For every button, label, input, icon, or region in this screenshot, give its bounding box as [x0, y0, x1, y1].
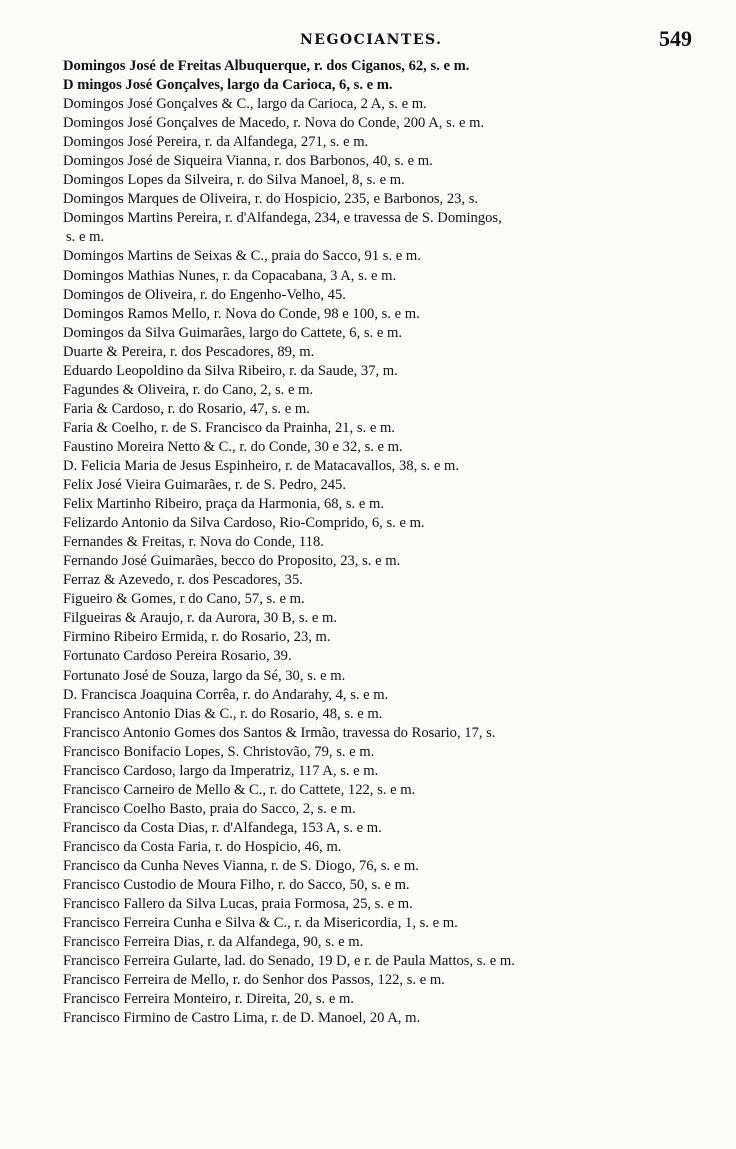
directory-entry: Domingos Lopes da Silveira, r. do Silva Manoel, 8, s. e m. — [63, 172, 405, 189]
directory-entry: Fortunato Cardoso Pereira Rosario, 39. — [63, 648, 292, 665]
directory-entry: Duarte & Pereira, r. dos Pescadores, 89, m. — [63, 343, 315, 360]
directory-entry: Faria & Cardoso, r. do Rosario, 47, s. e m. — [63, 400, 310, 417]
directory-entry: Francisco Ferreira Gularte, lad. do Senado, 19 D, e r. de Paula Mattos, s. e m. — [63, 953, 515, 970]
directory-entry: Domingos José Pereira, r. da Alfandega, 271, s. e m. — [63, 134, 369, 151]
directory-entry: Fagundes & Oliveira, r. do Cano, 2, s. e m. — [63, 381, 314, 398]
directory-entry: Domingos de Oliveira, r. do Engenho-Velho, 45. — [63, 286, 346, 303]
page-header — [60, 24, 700, 58]
directory-entry: Francisco Firmino de Castro Lima, r. de D. Manoel, 20 A, m. — [63, 1010, 421, 1027]
directory-entry: Firmino Ribeiro Ermida, r. do Rosario, 23, m. — [63, 629, 331, 646]
directory-entry: Domingos Martins de Seixas & C., praia do Sacco, 91 s. e m. — [63, 248, 421, 265]
directory-entry: Figueiro & Gomes, r do Cano, 57, s. e m. — [63, 591, 305, 608]
directory-entry: Francisco Coelho Basto, praia do Sacco, 2, s. e m. — [63, 800, 356, 817]
directory-entry: D mingos José Gonçalves, largo da Carioca, 6, s. e m. — [63, 77, 393, 94]
directory-entry: Domingos Marques de Oliveira, r. do Hospicio, 235, e Barbonos, 23, s. — [63, 191, 479, 208]
directory-entry: Fernandes & Freitas, r. Nova do Conde, 118. — [63, 534, 324, 551]
directory-entry: Francisco Carneiro de Mello & C., r. do Cattete, 122, s. e m. — [63, 781, 416, 798]
directory-entry: Felix Martinho Ribeiro, praça da Harmonia, 68, s. e m. — [63, 496, 384, 513]
directory-entry: Fernando José Guimarães, becco do Proposito, 23, s. e m. — [63, 553, 401, 570]
directory-entry: Francisco Fallero da Silva Lucas, praia Formosa, 25, s. e m. — [63, 896, 413, 913]
directory-entry: Faria & Coelho, r. de S. Francisco da Prainha, 21, s. e m. — [63, 419, 395, 436]
directory-entry: Domingos Martins Pereira, r. d'Alfandega, 234, e travessa de S. Domingos, — [63, 210, 502, 227]
directory-entry: Domingos José Gonçalves de Macedo, r. Nova do Conde, 200 A, s. e m. — [63, 115, 485, 132]
directory-entry: Francisco Ferreira Dias, r. da Alfandega, 90, s. e m. — [63, 934, 364, 951]
directory-entry: Francisco Ferreira Cunha e Silva & C., r. da Misericordia, 1, s. e m. — [63, 915, 458, 932]
directory-entry: Francisco Antonio Gomes dos Santos & Irmão, travessa do Rosario, 17, s. — [63, 724, 496, 741]
directory-entry: Ferraz & Azevedo, r. dos Pescadores, 35. — [63, 572, 303, 589]
directory-entry: Eduardo Leopoldino da Silva Ribeiro, r. da Saude, 37, m. — [63, 362, 398, 379]
directory-entry: Felix José Vieira Guimarães, r. de S. Pedro, 245. — [63, 477, 346, 494]
directory-entry: Francisco da Cunha Neves Vianna, r. de S. Diogo, 76, s. e m. — [63, 857, 419, 874]
directory-entry: Filgueiras & Araujo, r. da Aurora, 30 B, s. e m. — [63, 610, 338, 627]
directory-entry: s. e m. — [66, 229, 105, 246]
directory-entry: Francisco da Costa Faria, r. do Hospicio, 46, m. — [63, 838, 342, 855]
directory-entry: D. Felicia Maria de Jesus Espinheiro, r. de Matacavallos, 38, s. e m. — [63, 457, 459, 474]
directory-entry: D. Francisca Joaquina Corrêa, r. do Andarahy, 4, s. e m. — [63, 686, 389, 703]
directory-list — [63, 57, 703, 1028]
directory-entry: Domingos da Silva Guimarães, largo do Cattete, 6, s. e m. — [63, 324, 402, 341]
directory-entry: Francisco Antonio Dias & C., r. do Rosario, 48, s. e m. — [63, 705, 383, 722]
directory-entry: Fortunato José de Souza, largo da Sé, 30, s. e m. — [63, 667, 346, 684]
directory-entry: Domingos Mathias Nunes, r. da Copacabana, 3 A, s. e m. — [63, 267, 397, 284]
directory-entry: Faustino Moreira Netto & C., r. do Conde, 30 e 32, s. e m. — [63, 438, 403, 455]
directory-entry: Francisco da Costa Dias, r. d'Alfandega, 153 A, s. e m. — [63, 819, 382, 836]
page-number: 549 — [659, 26, 692, 51]
directory-entry: Domingos Ramos Mello, r. Nova do Conde, 98 e 100, s. e m. — [63, 305, 420, 322]
directory-entry: Francisco Custodio de Moura Filho, r. do Sacco, 50, s. e m. — [63, 877, 410, 894]
directory-entry: Francisco Bonifacio Lopes, S. Christovão, 79, s. e m. — [63, 743, 375, 760]
directory-entry: Domingos José de Freitas Albuquerque, r. dos Ciganos, 62, s. e m. — [63, 58, 470, 74]
directory-entry: Francisco Ferreira de Mello, r. do Senhor dos Passos, 122, s. e m. — [63, 972, 445, 989]
section-title: NEGOCIANTES. — [300, 32, 443, 48]
directory-entry: Francisco Ferreira Monteiro, r. Direita, 20, s. e m. — [63, 991, 354, 1008]
directory-entry: Domingos José Gonçalves & C., largo da Carioca, 2 A, s. e m. — [63, 96, 427, 113]
directory-entry: Felizardo Antonio da Silva Cardoso, Rio-Comprido, 6, s. e m. — [63, 515, 425, 532]
directory-entry: Francisco Cardoso, largo da Imperatriz, 117 A, s. e m. — [63, 762, 379, 779]
directory-entry: Domingos José de Siqueira Vianna, r. dos Barbonos, 40, s. e m. — [63, 153, 433, 170]
